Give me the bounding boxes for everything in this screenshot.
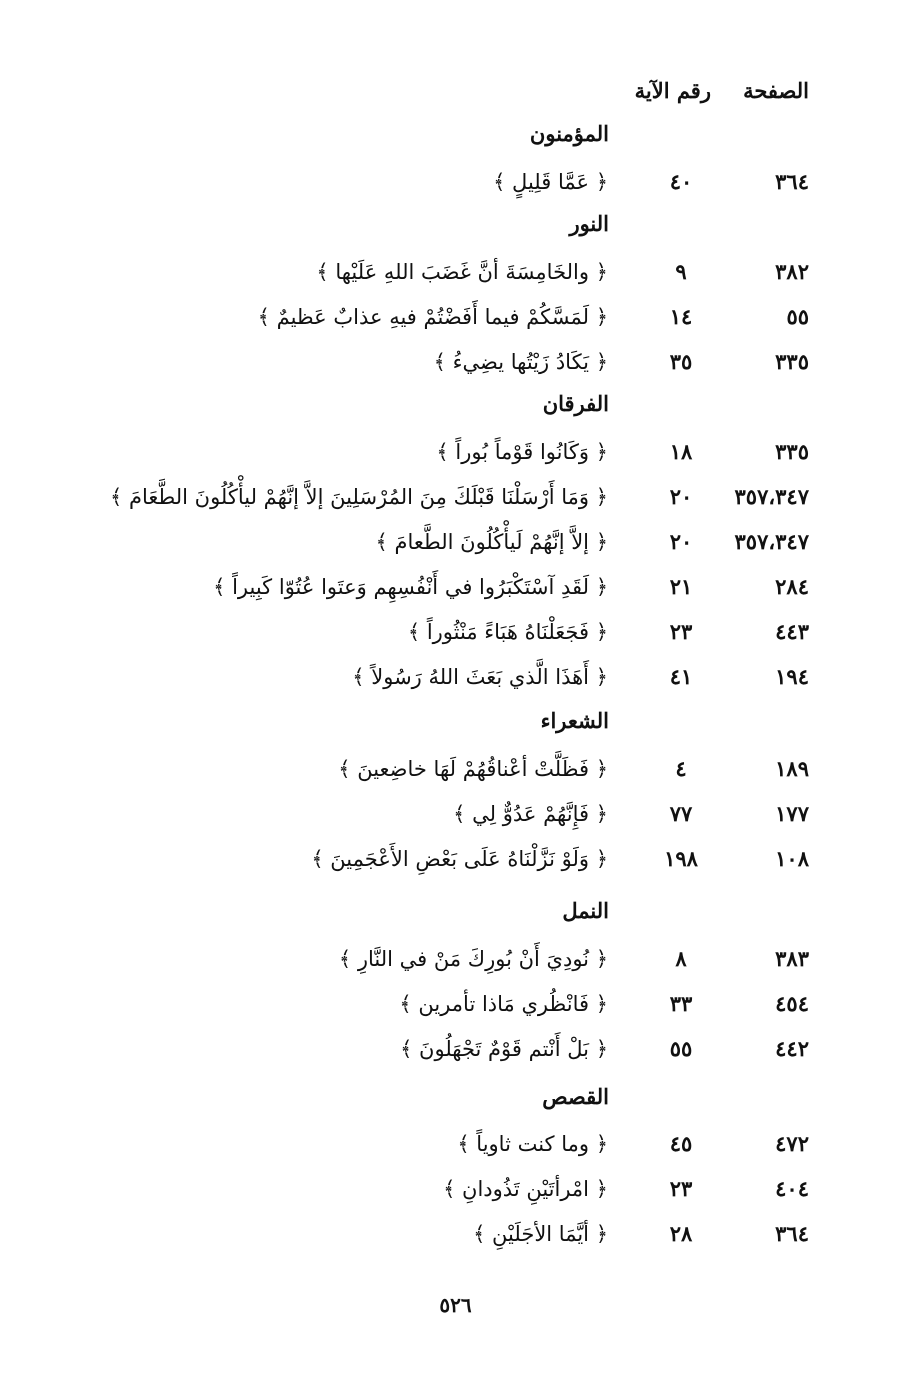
index-entry <box>0 347 911 377</box>
index-entry <box>0 257 911 287</box>
entry-verse-number: ٨ <box>675 946 687 971</box>
surah-heading: الفرقان <box>542 391 609 416</box>
entry-page-number: ٤٤٣ <box>775 619 809 644</box>
index-entry <box>0 944 911 974</box>
entry-verse-text: ﴿ نُودِيَ أَنْ بُورِكَ مَنْ في النَّارِ ﴾ <box>338 947 608 971</box>
entry-verse-number: ٢٣ <box>669 619 693 644</box>
entry-verse-number: ١٨ <box>669 439 693 464</box>
entry-verse-number: ٧٧ <box>669 801 693 826</box>
entry-verse-number: ٤١ <box>669 664 693 689</box>
entry-page-number: ١٩٤ <box>775 664 809 689</box>
entry-verse-number: ٢٠ <box>669 529 693 554</box>
index-entry <box>0 662 911 692</box>
entry-page-number: ٣٣٥ <box>775 439 809 464</box>
entry-verse-number: ٢١ <box>669 574 693 599</box>
entry-verse-text: ﴿ وَكَانُوا قَوْماً بُوراً ﴾ <box>436 440 608 464</box>
entry-verse-text: ﴿ إلاَّ إنَّهُمْ لَيأْكُلُونَ الطَّعامَ ﴾ <box>375 530 608 554</box>
entry-page-number: ١٨٩ <box>775 756 809 781</box>
entry-verse-number: ١٤ <box>669 304 693 329</box>
surah-heading: النور <box>569 211 609 236</box>
index-entry <box>0 1174 911 1204</box>
entry-verse-number: ٢٠ <box>669 484 693 509</box>
entry-verse-text: ﴿ والخَامِسَةَ أنَّ غَضَبَ اللهِ عَلَيْها ﴾ <box>316 260 608 284</box>
index-entry <box>0 754 911 784</box>
entry-verse-text: ﴿ يَكَادُ زَيْتُها يضِيءُ ﴾ <box>433 350 608 374</box>
entry-verse-text: ﴿ لَمَسَّكُمْ فيما أَفَضْتُمْ فيهِ عذابٌ عَظيمٌ ﴾ <box>257 305 608 329</box>
entry-verse-number: ٩ <box>675 259 687 284</box>
surah-heading: النمل <box>562 898 609 923</box>
entry-page-number: ٣٥٧،٣٤٧ <box>734 529 809 554</box>
entry-page-number: ١٧٧ <box>775 801 809 826</box>
entry-page-number: ٣٨٢ <box>775 259 809 284</box>
entry-page-number: ١٠٨ <box>775 846 809 871</box>
entry-verse-text: ﴿ امْرأتَيْنِ تَذُودانِ ﴾ <box>443 1177 608 1201</box>
entry-verse-number: ٢٣ <box>669 1176 693 1201</box>
entry-verse-text: ﴿ فَانْظُري مَاذا تأمرين ﴾ <box>399 992 608 1016</box>
entry-verse-number: ٢٨ <box>669 1221 693 1246</box>
entry-verse-text: ﴿ فَإِنَّهُمْ عَدُوٌّ لِي ﴾ <box>453 802 608 826</box>
entry-verse-text: ﴿ عَمَّا قَلِيلٍ ﴾ <box>493 170 608 194</box>
entry-page-number: ٣٦٤ <box>775 169 809 194</box>
entry-verse-text: ﴿ فَظَلَّتْ أعْناقُهُمْ لَهَا خاضِعينَ ﴾ <box>338 757 608 781</box>
index-entry <box>0 844 911 874</box>
index-entry <box>0 799 911 829</box>
entry-verse-text: ﴿ بَلْ أَنْتم قَوْمٌ تَجْهَلُونَ ﴾ <box>400 1037 608 1061</box>
entry-verse-text: ﴿ أَهَذَا الَّذي بَعَثَ اللهُ رَسُولاً ﴾ <box>352 665 608 689</box>
index-entry <box>0 1129 911 1159</box>
index-entry <box>0 167 911 197</box>
entry-verse-number: ٥٥ <box>669 1036 693 1061</box>
entry-verse-text: ﴿ لَقَدِ آسْتَكْبَرُوا في أَنْفُسِهِم وَعتَوا عُتُوّا كَبِيراً ﴾ <box>213 575 608 599</box>
page-number: ٥٢٦ <box>439 1293 472 1317</box>
header-verse-label: رقم الآية <box>634 78 711 103</box>
entry-verse-text: ﴿ وَمَا أَرْسَلْنَا قَبْلَكَ مِنَ المُرْسَلِينَ إلاَّ إنَّهُمْ ليأْكُلُونَ الطَّعَامَ ﴾ <box>110 485 608 509</box>
entry-page-number: ٣٦٤ <box>775 1221 809 1246</box>
entry-verse-number: ٤٠ <box>669 169 693 194</box>
entry-page-number: ٤٠٤ <box>775 1176 809 1201</box>
index-entry <box>0 527 911 557</box>
entry-page-number: ٤٤٢ <box>775 1036 809 1061</box>
entry-verse-text: ﴿ وَلَوْ نَزَّلْنَاهُ عَلَى بَعْضِ الأَعْجَمِينَ ﴾ <box>311 847 608 871</box>
entry-page-number: ٤٥٤ <box>775 991 809 1016</box>
surah-heading: القصص <box>542 1084 609 1109</box>
entry-verse-text: ﴿ أيَّمَا الأجَلَيْنِ ﴾ <box>473 1222 608 1246</box>
entry-verse-number: ٤٥ <box>669 1131 693 1156</box>
index-entry <box>0 1219 911 1249</box>
entry-page-number: ٤٧٢ <box>775 1131 809 1156</box>
surah-heading: الشعراء <box>540 708 609 733</box>
entry-verse-number: ٣٥ <box>669 349 693 374</box>
entry-page-number: ٣٨٣ <box>775 946 809 971</box>
index-entry <box>0 1034 911 1064</box>
index-entry <box>0 572 911 602</box>
entry-page-number: ٢٨٤ <box>775 574 809 599</box>
entry-verse-number: ٤ <box>675 756 687 781</box>
index-entry <box>0 437 911 467</box>
entry-verse-text: ﴿ فَجَعَلْنَاهُ هَبَاءً مَنْثُوراً ﴾ <box>407 620 608 644</box>
index-entry <box>0 617 911 647</box>
index-entry <box>0 989 911 1019</box>
surah-heading: المؤمنون <box>529 121 609 146</box>
entry-verse-number: ١٩٨ <box>664 846 698 871</box>
header-page-label: الصفحة <box>743 78 809 103</box>
index-entry <box>0 482 911 512</box>
entry-page-number: ٣٥٧،٣٤٧ <box>734 484 809 509</box>
entry-verse-number: ٣٣ <box>669 991 693 1016</box>
entry-page-number: ٣٣٥ <box>775 349 809 374</box>
entry-verse-text: ﴿ وما كنت ثاوياً ﴾ <box>457 1132 608 1156</box>
index-entry <box>0 302 911 332</box>
entry-page-number: ٥٥ <box>786 304 809 329</box>
